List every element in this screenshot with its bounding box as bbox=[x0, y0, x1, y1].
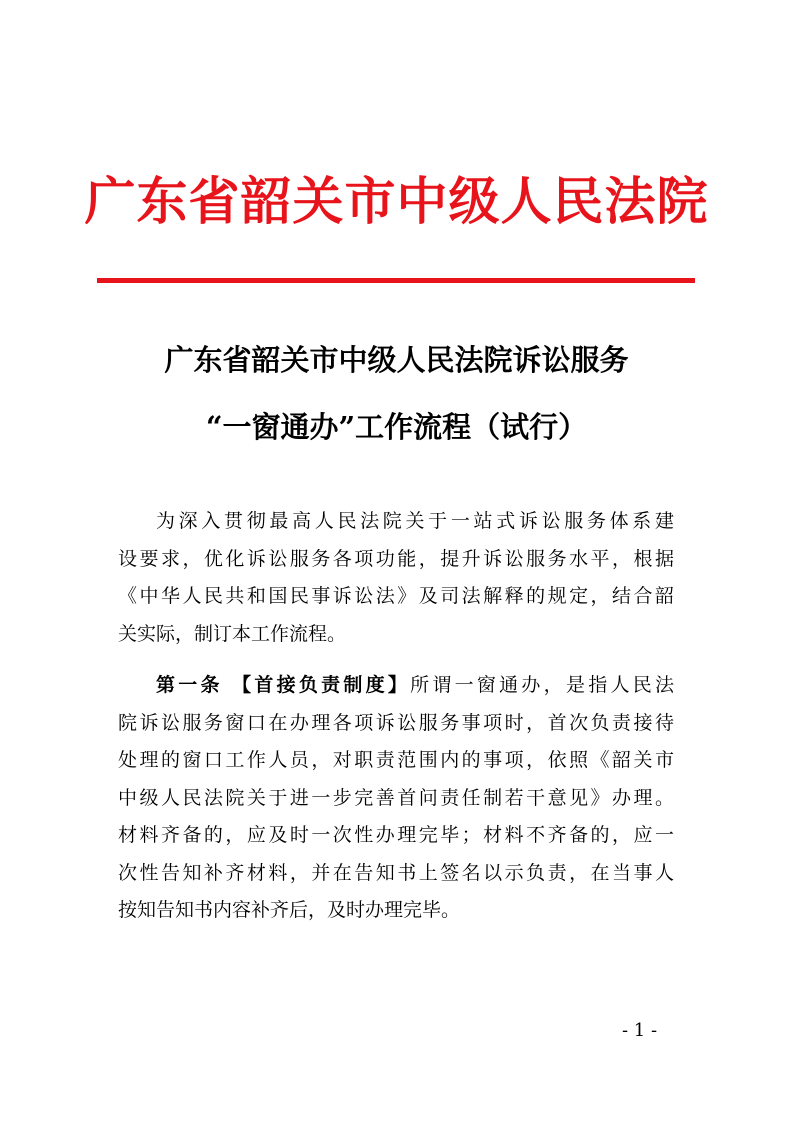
article-first-line-text: 所谓一窗通办，是指人民法 bbox=[410, 674, 674, 696]
paragraph-line: 《中华人民共和国民事诉讼法》及司法解释的规定，结合韶 bbox=[118, 585, 674, 607]
paragraph-line: 关实际，制订本工作流程。 bbox=[118, 622, 347, 645]
paragraph-line: 设要求，优化诉讼服务各项功能，提升诉讼服务水平，根据 bbox=[118, 547, 674, 570]
article-first-line bbox=[118, 667, 674, 705]
preamble-paragraph bbox=[118, 503, 674, 653]
document-title-line-1: 广东省韶关市中级人民法院诉讼服务 bbox=[164, 343, 629, 377]
paragraph-line: 次性告知补齐材料，并在告知书上签名以示负责，在当事人 bbox=[118, 861, 674, 884]
paragraph-line: 处理的窗口工作人员，对职责范围内的事项，依照《韶关市 bbox=[118, 749, 674, 771]
paragraph-line: 院诉讼服务窗口在办理各项诉讼服务事项时，首次负责接待 bbox=[118, 711, 674, 734]
article-heading: 【首接负责制度】 bbox=[232, 674, 411, 696]
article-number: 第一条 bbox=[156, 674, 223, 696]
paragraph-line: 为深入贯彻最高人民法院关于一站式诉讼服务体系建 bbox=[156, 510, 674, 532]
paragraph-line: 中级人民法院关于进一步完善首问责任制若干意见》办理。 bbox=[118, 786, 674, 809]
paragraph-line: 按知告知书内容补齐后，及时办理完毕。 bbox=[118, 899, 461, 921]
paragraph-line: 材料齐备的，应及时一次性办理完毕；材料不齐备的，应一 bbox=[118, 824, 674, 846]
article-one-paragraph bbox=[118, 667, 674, 930]
issuer-masthead: 广东省韶关市中级人民法院 bbox=[84, 173, 709, 232]
document-title-line-2: “一窗通办”工作流程（试行） bbox=[205, 410, 588, 444]
red-divider-rule bbox=[97, 278, 695, 283]
page-number: - 1 - bbox=[622, 1020, 658, 1041]
